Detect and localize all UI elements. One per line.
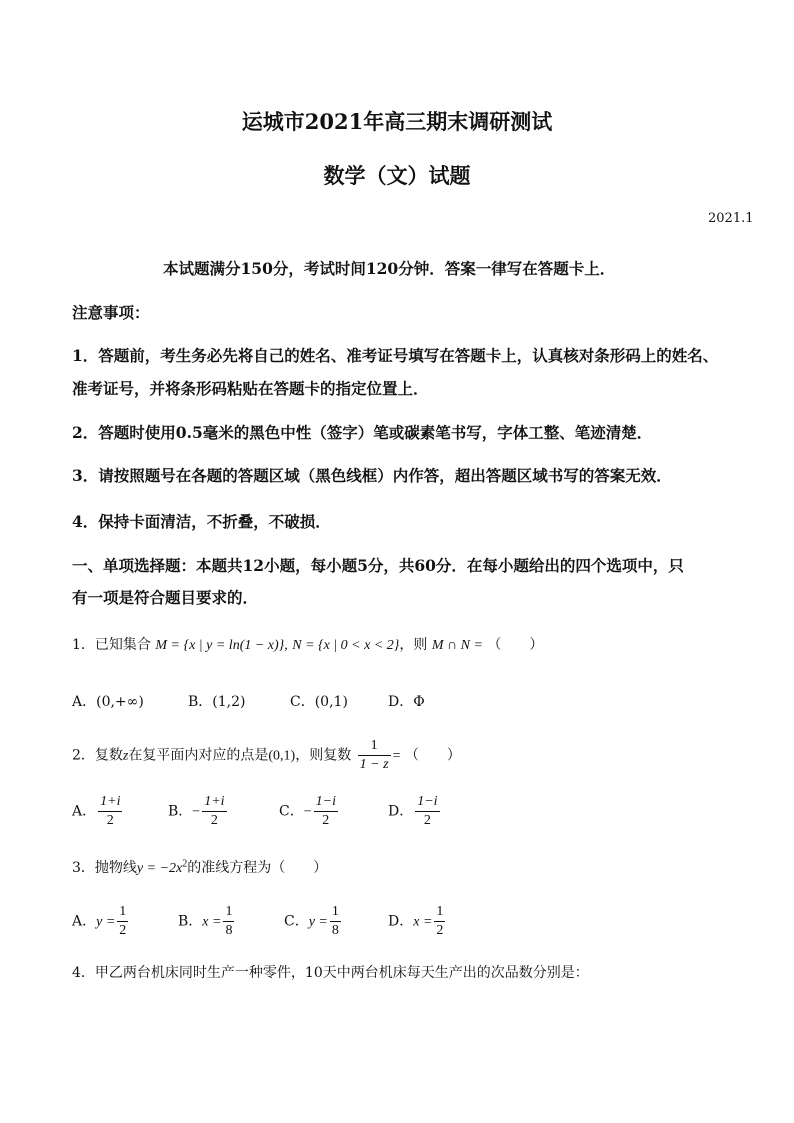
q2-prefix: 2．复数 xyxy=(72,747,123,764)
q2-option-c-den: 2 xyxy=(322,813,330,828)
q2-option-c-sign: − xyxy=(303,804,312,820)
question-4: 4．甲乙两台机床同时生产一种零件，10天中两台机床每天生产出的次品数分别是： xyxy=(72,965,589,981)
q3-option-d-label: D． xyxy=(388,913,414,930)
q2-option-c-label: C． xyxy=(279,803,304,820)
exam-info: 本试题满分150分，考试时间120分钟．答案一律写在答题卡上． xyxy=(163,259,616,278)
notice-heading: 注意事项： xyxy=(72,303,150,322)
q2-eq: = xyxy=(392,748,401,764)
q2-point: (0,1) xyxy=(268,748,296,764)
q2-text2: ，则复数 xyxy=(295,747,352,764)
q2-option-b-den: 2 xyxy=(210,813,218,828)
notice-item-2: 2．答题时使用0.5毫米的黑色中性（签字）笔或碳素笔书写，字体工整、笔迹清楚． xyxy=(72,423,653,442)
q3-option-c xyxy=(284,903,343,940)
q1-set-n: N = {x | 0 < x < 2} xyxy=(292,638,400,653)
exam-date: 2021.1 xyxy=(708,211,754,226)
page-title: 运城市2021年高三期末调研测试 xyxy=(241,109,553,134)
q1-option-d: D．Φ xyxy=(388,694,425,710)
q1-prefix: 1．已知集合 xyxy=(72,637,151,653)
notice-item-1-cont: 准考证号，并将条形码粘贴在答题卡的指定位置上． xyxy=(72,379,429,398)
q1-comma: , xyxy=(284,638,288,653)
question-3 xyxy=(72,857,327,877)
q3-prefix: 3．抛物线 xyxy=(72,860,137,876)
q2-option-a-num: 1+i xyxy=(98,793,122,812)
q2-option-a-frac xyxy=(98,793,122,830)
q2-option-d-label: D． xyxy=(388,803,414,820)
q3-option-a-label: A． xyxy=(72,913,97,930)
q3-option-d-frac xyxy=(434,903,445,940)
q3-option-c-num: 1 xyxy=(330,903,341,922)
section-heading: 一、单项选择题：本题共12小题，每小题5分，共60分．在每小题给出的四个选项中，只 xyxy=(72,556,684,575)
q3-option-b-num: 1 xyxy=(223,903,234,922)
page-subtitle: 数学（文）试题 xyxy=(323,163,471,188)
q1-option-c: C．(0,1) xyxy=(290,694,348,710)
question-2 xyxy=(72,737,461,774)
q1-expr: M ∩ N = xyxy=(431,638,483,653)
q2-frac-den: 1 − z xyxy=(359,757,389,772)
q3-option-d-num: 1 xyxy=(434,903,445,922)
q2-option-a xyxy=(72,793,124,830)
q2-option-d-den: 2 xyxy=(423,813,431,828)
q3-option-d xyxy=(388,903,447,940)
q1-blank: （ ） xyxy=(487,637,544,653)
q2-option-b xyxy=(168,793,229,830)
q2-option-d-num: 1−i xyxy=(415,793,439,812)
q2-fraction xyxy=(358,737,391,774)
q2-option-b-num: 1+i xyxy=(202,793,226,812)
section-heading-cont: 有一项是符合题目要求的． xyxy=(72,588,259,607)
q2-option-a-den: 2 xyxy=(106,813,114,828)
q2-option-c-frac xyxy=(314,793,338,830)
q3-option-a xyxy=(72,903,130,940)
q3-option-c-frac xyxy=(330,903,341,940)
notice-item-3: 3．请按照题号在各题的答题区域（黑色线框）内作答，超出答题区域书写的答案无效． xyxy=(72,466,672,485)
q3-option-b-frac xyxy=(223,903,234,940)
q3-option-a-var: y = xyxy=(96,914,116,930)
q2-option-d-frac xyxy=(415,793,439,830)
q2-option-b-label: B． xyxy=(168,803,193,820)
q2-text1: 在复平面内对应的点是 xyxy=(128,747,269,764)
q2-option-b-sign: − xyxy=(192,804,201,820)
q2-option-c xyxy=(279,793,340,830)
q3-option-a-frac xyxy=(117,903,128,940)
q3-expr: y = −2x xyxy=(136,861,183,876)
q2-frac-num: 1 xyxy=(358,737,391,756)
q2-option-c-num: 1−i xyxy=(314,793,338,812)
q3-option-b-den: 8 xyxy=(225,923,233,938)
q2-z: z xyxy=(122,748,129,764)
q3-option-d-var: x = xyxy=(413,914,433,930)
q3-option-d-den: 2 xyxy=(436,923,444,938)
question-1 xyxy=(72,634,543,654)
q3-option-b-var: x = xyxy=(202,914,222,930)
q2-option-a-label: A． xyxy=(72,803,97,820)
q3-option-c-var: y = xyxy=(308,914,328,930)
q1-option-a: A．(0,+∞) xyxy=(72,694,144,710)
q3-exp: 2 xyxy=(182,858,188,870)
notice-item-1: 1．答题前，考生务必先将自己的姓名、准考证号填写在答题卡上，认真核对条形码上的姓名、 xyxy=(72,346,719,365)
notice-item-4: 4．保持卡面清洁，不折叠，不破损． xyxy=(72,512,331,531)
q2-option-b-frac xyxy=(202,793,226,830)
q3-option-b xyxy=(178,903,236,940)
q3-option-c-label: C． xyxy=(284,913,309,930)
q2-blank: （ ） xyxy=(404,747,461,764)
q3-option-c-den: 8 xyxy=(331,923,339,938)
q3-suffix: 的准线方程为（ ） xyxy=(187,860,328,876)
q3-option-b-label: B． xyxy=(178,913,203,930)
q1-set-m: M = {x | y = ln(1 − x)} xyxy=(155,638,285,653)
q3-option-a-den: 2 xyxy=(119,923,127,938)
q2-option-d xyxy=(388,793,442,830)
q3-option-a-num: 1 xyxy=(117,903,128,922)
q1-mid: ，则 xyxy=(399,637,428,653)
q1-option-b: B．(1,2) xyxy=(188,694,246,710)
